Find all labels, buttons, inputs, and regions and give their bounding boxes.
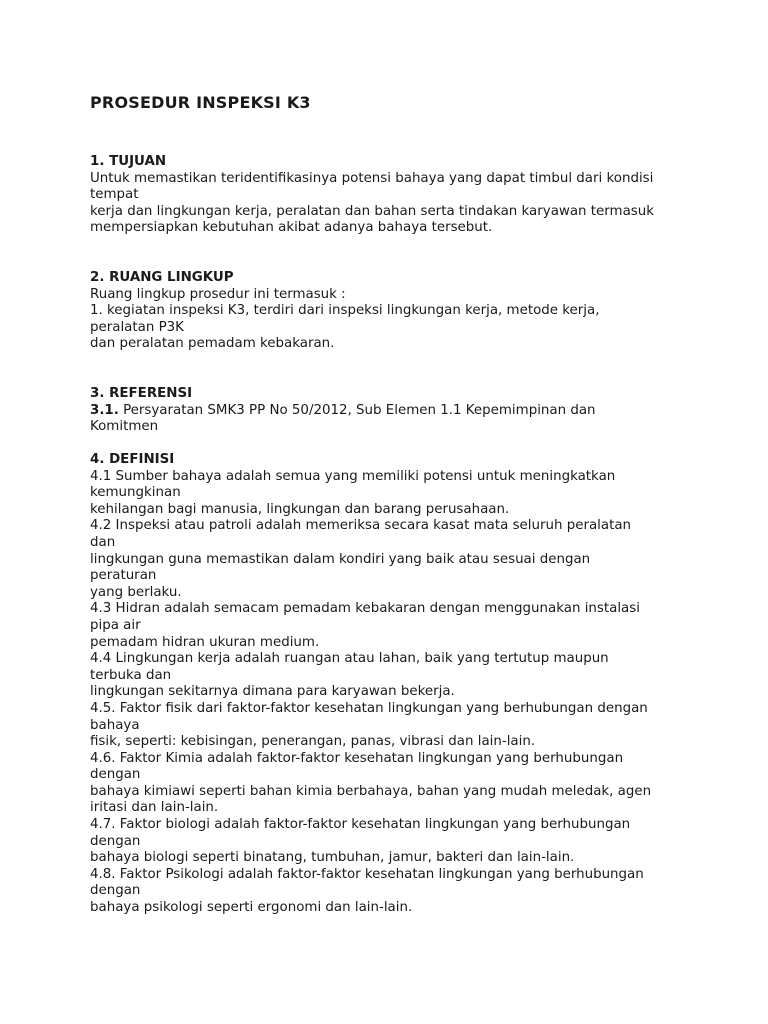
paragraph-line: kemungkinan (90, 485, 181, 501)
paragraph-line: Komitmen (90, 419, 159, 435)
paragraph-line: mempersiapkan kebutuhan akibat adanya bahaya tersebut. (90, 220, 493, 236)
section-heading: 1. TUJUAN (90, 154, 167, 169)
section-heading: 4. DEFINISI (90, 452, 175, 467)
paragraph-line: dengan (90, 767, 141, 783)
paragraph-line: bahaya biologi seperti binatang, tumbuhan, jamur, bakteri dan lain-lain. (90, 850, 575, 866)
reference-number: 3.1. (90, 402, 119, 418)
reference-text: Persyaratan SMK3 PP No 50/2012, Sub Elemen 1.1 Kepemimpinan dan (118, 402, 596, 418)
paragraph-line: 4.2 Inspeksi atau patroli adalah memeriksa secara kasat mata seluruh peralatan (90, 518, 632, 534)
paragraph-line: lingkungan guna memastikan dalam kondiri yang baik atau sesuai dengan (90, 551, 591, 567)
paragraph-line: 4.6. Faktor Kimia adalah faktor-faktor kesehatan lingkungan yang berhubungan (90, 750, 624, 766)
paragraph-line: 4.5. Faktor fisik dari faktor-faktor kesehatan lingkungan yang berhubungan dengan (90, 700, 648, 716)
paragraph-line: 1. kegiatan inspeksi K3, terdiri dari inspeksi lingkungan kerja, metode kerja, (90, 303, 600, 319)
section-ruang-lingkup (90, 270, 690, 353)
section-heading: 2. RUANG LINGKUP (90, 270, 234, 285)
paragraph-line: iritasi dan lain-lain. (90, 800, 219, 816)
section-tujuan (90, 154, 690, 237)
paragraph-line: bahaya (90, 717, 140, 733)
paragraph-line: dengan (90, 883, 141, 899)
section-definisi (90, 452, 690, 917)
paragraph-line: lingkungan sekitarnya dimana para karyawan bekerja. (90, 684, 455, 700)
paragraph-line: kehilangan bagi manusia, lingkungan dan barang perusahaan. (90, 501, 510, 517)
paragraph-line: dan (90, 534, 116, 550)
section-heading: 3. REFERENSI (90, 386, 193, 401)
paragraph-line: pemadam hidran ukuran medium. (90, 634, 320, 650)
paragraph-line: yang berlaku. (90, 584, 182, 600)
paragraph-line: 4.4 Lingkungan kerja adalah ruangan atau lahan, baik yang tertutup maupun (90, 651, 609, 667)
paragraph-line: dan peralatan pemadam kebakaran. (90, 336, 335, 352)
document-title: PROSEDUR INSPEKSI K3 (90, 93, 311, 112)
paragraph-line: 4.3 Hidran adalah semacam pemadam kebakaran dengan menggunakan instalasi (90, 601, 640, 617)
paragraph-line: fisik, seperti: kebisingan, penerangan, panas, vibrasi dan lain-lain. (90, 734, 536, 750)
paragraph-line: dengan (90, 833, 141, 849)
paragraph-line: pipa air (90, 617, 141, 633)
paragraph-line: terbuka dan (90, 667, 172, 683)
paragraph-line: peralatan P3K (90, 319, 184, 335)
reference-item (90, 403, 690, 420)
paragraph-line: 4.8. Faktor Psikologi adalah faktor-faktor kesehatan lingkungan yang berhubungan (90, 866, 644, 882)
paragraph-line: peraturan (90, 568, 157, 584)
paragraph-line: bahaya kimiawi seperti bahan kimia berbahaya, bahan yang mudah meledak, agen (90, 783, 652, 799)
paragraph-line: bahaya psikologi seperti ergonomi dan lain-lain. (90, 900, 413, 916)
section-referensi (90, 386, 690, 436)
paragraph-line: 4.1 Sumber bahaya adalah semua yang memiliki potensi untuk meningkatkan (90, 468, 616, 484)
paragraph-line: tempat (90, 187, 139, 203)
paragraph-line: kerja dan lingkungan kerja, peralatan dan bahan serta tindakan karyawan termasuk (90, 203, 655, 219)
paragraph-line: Ruang lingkup prosedur ini termasuk : (90, 286, 346, 302)
paragraph-line: 4.7. Faktor biologi adalah faktor-faktor kesehatan lingkungan yang berhubungan (90, 817, 631, 833)
paragraph-line: Untuk memastikan teridentifikasinya potensi bahaya yang dapat timbul dari kondisi (90, 170, 654, 186)
